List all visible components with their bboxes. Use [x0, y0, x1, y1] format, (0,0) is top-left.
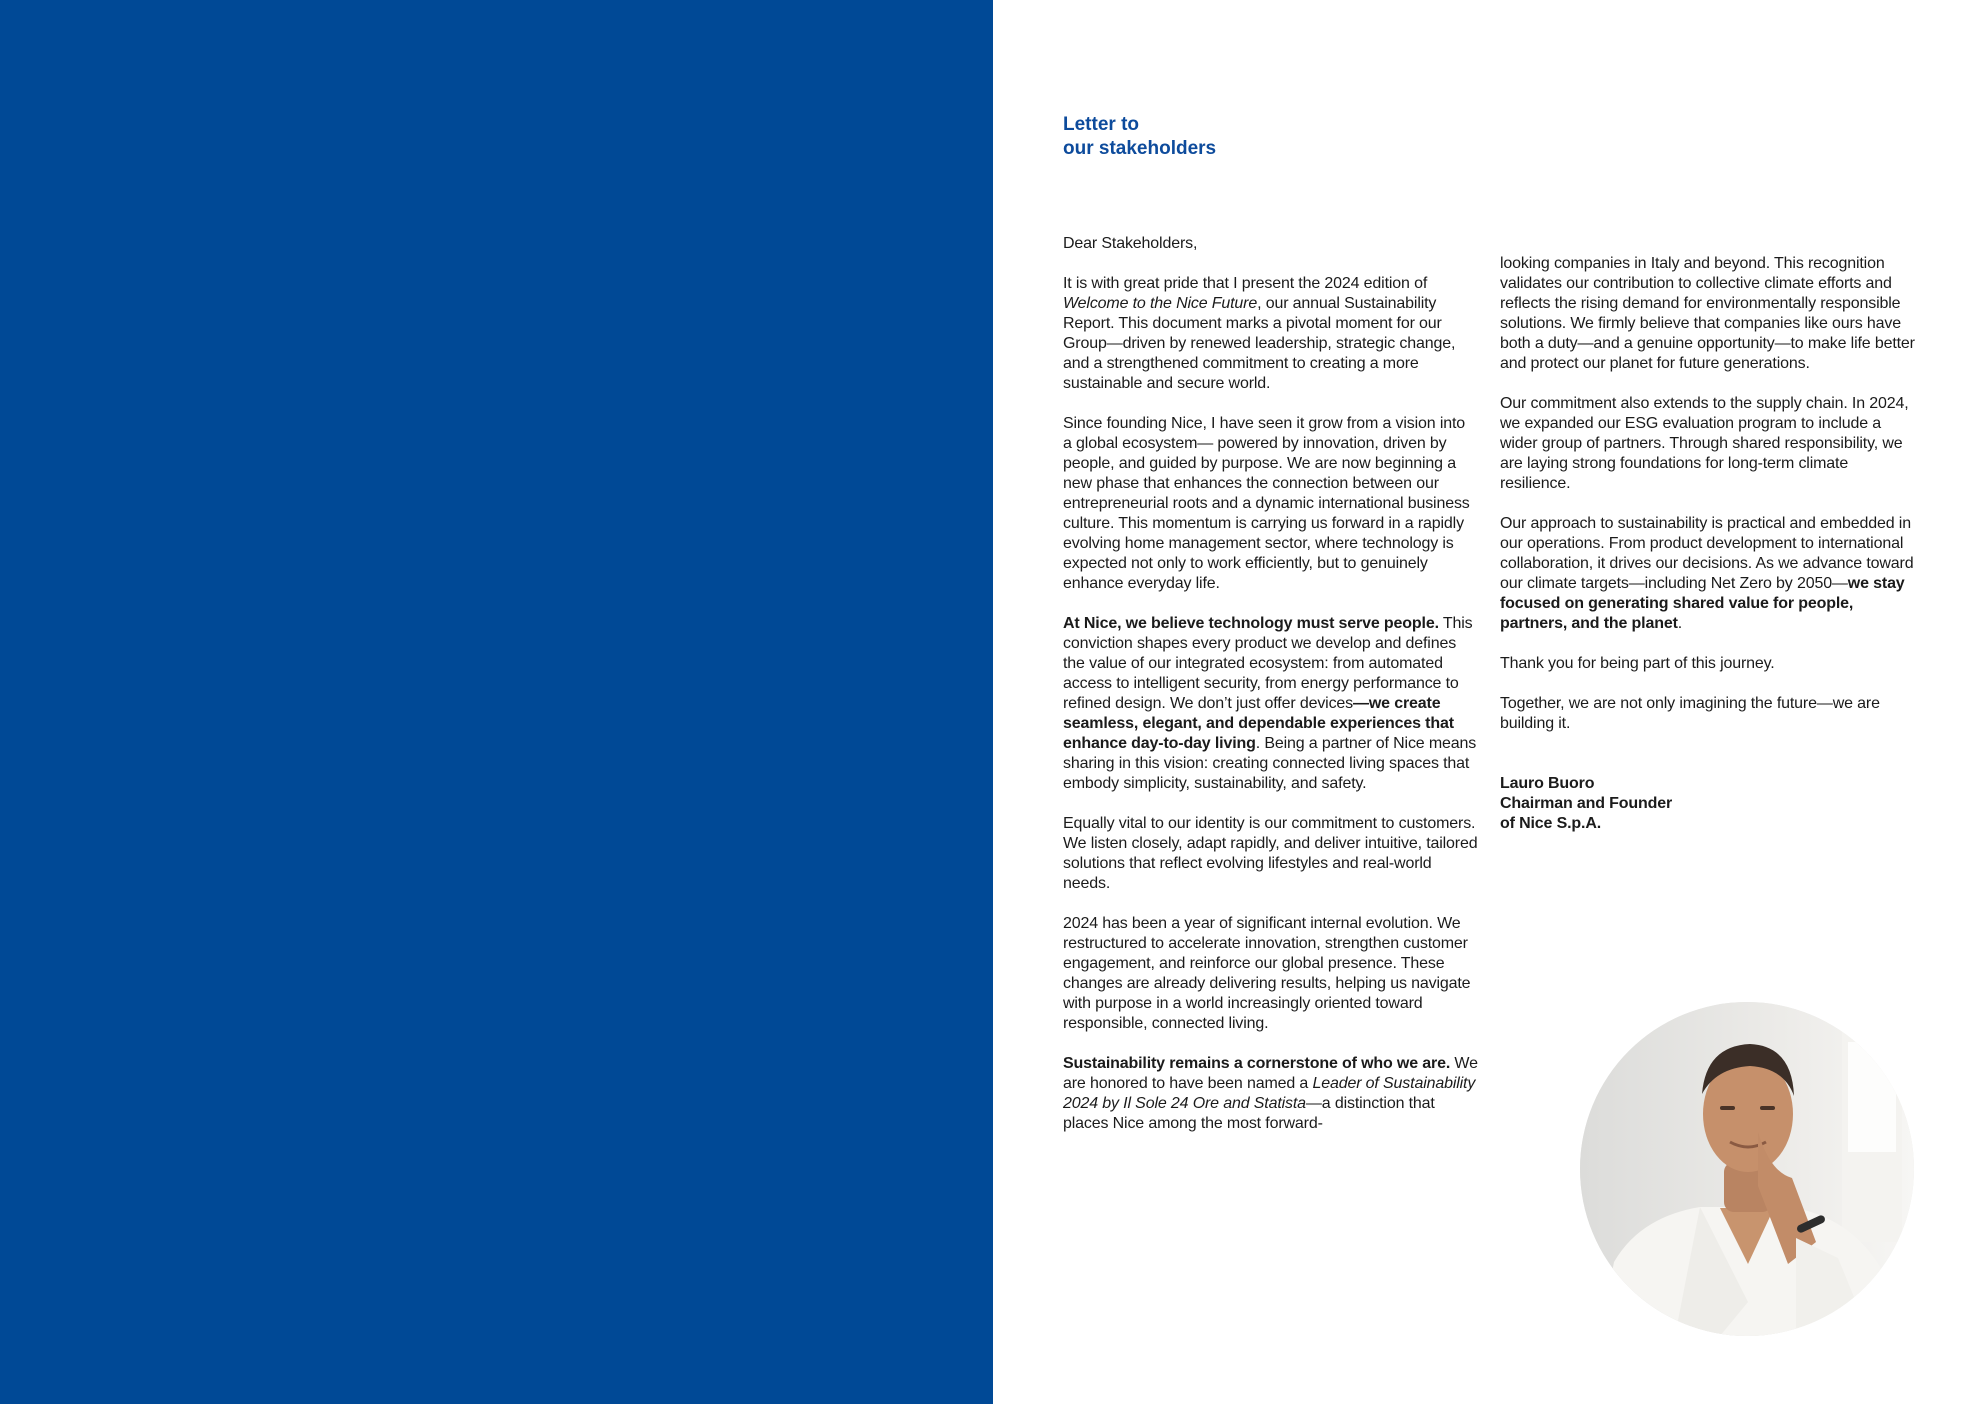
chairman-portrait-photo [1580, 1002, 1914, 1336]
portrait-illustration [1580, 1002, 1914, 1336]
page-title-line-1: Letter to [1063, 114, 1139, 135]
paragraph-sustainability: Sustainability remains a cornerstone of who we are. We are honored to have been named a Leader of Sustainability 2024 by Il Sole 24 Ore and Statista—a distinction that places Nice among the most forward- [1063, 1055, 1478, 1132]
paragraph-approach: Our approach to sustainability is practical and embedded in our operations. From product development to international collaboration, it drives our decisions. As we advance toward our climate targets—including Net Zero by 2050—we stay focused on generating shared value for people, partners, and the planet. [1500, 515, 1914, 632]
paragraph-technology: At Nice, we believe technology must serve people. This conviction shapes every product we develop and defines the value of our integrated ecosystem: from automated access to intelligent security, from energy performance to refined design. We don’t just offer devices—we create seamless, elegant, and dependable experiences that enhance day-to-day living. Being a partner of Nice means sharing in this vision: creating connected living spaces that embody simplicity, sustainability, and safety. [1063, 615, 1477, 792]
signature-block [1500, 774, 1920, 834]
paragraph-recognition: looking companies in Italy and beyond. This recognition validates our contribution to collective climate efforts and reflects the rising demand for environmentally responsible solutions. We firmly believe that companies like ours have both a duty—and a genuine opportunity—to make life better and protect our planet for future generations. [1500, 255, 1915, 372]
page-title [1063, 113, 1216, 161]
award-name: Leader of Sustainability 2024 by Il Sole 24 Ore and Statista [1063, 1075, 1476, 1112]
report-title: Welcome to the Nice Future [1063, 295, 1258, 312]
paragraph-customers: Equally vital to our identity is our commitment to customers. We listen closely, adapt rapidly, and deliver intuitive, tailored solutions that reflect evolving lifestyles and real-world needs. [1063, 815, 1478, 892]
paragraph-intro: It is with great pride that I present the 2024 edition of Welcome to the Nice Future, our annual Sustainability Report. This document marks a pivotal moment for our Group—driven by renewed leadership, strategic change, and a strengthened commitment to creating a more sustainable and secure world. [1063, 275, 1456, 392]
paragraph-founding: Since founding Nice, I have seen it grow from a vision into a global ecosystem— powered by innovation, driven by people, and guided by purpose. We are now beginning a new phase that enhances the connection between our entrepreneurial roots and a dynamic international business culture. This momentum is carrying us forward in a rapidly evolving home management sector, where technology is expected not only to work efficiently, but to genuinely enhance everyday life. [1063, 415, 1470, 592]
signatory-name: Lauro Buoro [1500, 775, 1595, 792]
greeting: Dear Stakeholders, [1063, 235, 1198, 252]
paragraph-evolution: 2024 has been a year of significant internal evolution. We restructured to accelerate innovation, strengthen customer engagement, and reinforce our global presence. These changes are already delivering results, helping us navigate with purpose in a world increasingly oriented toward responsible, connected living. [1063, 915, 1471, 1032]
paragraph-supply-chain: Our commitment also extends to the supply chain. In 2024, we expanded our ESG evaluation program to include a wider group of partners. Through shared responsibility, we are laying strong foundations for long-term climate resilience. [1500, 395, 1909, 492]
highlight-shared-value: we stay focused on generating shared value for people, partners, and the planet [1500, 575, 1905, 632]
signatory-role: Chairman and Founder [1500, 795, 1673, 812]
highlight-experiences: —we create seamless, elegant, and dependable experiences that enhance day-to-day living [1063, 695, 1454, 752]
paragraph-closing: Together, we are not only imagining the future—we are building it. [1500, 695, 1880, 732]
letter-column-left [1063, 234, 1478, 1154]
highlight-sustainability: Sustainability remains a cornerstone of who we are. [1063, 1055, 1451, 1072]
highlight-technology: At Nice, we believe technology must serve people. [1063, 615, 1439, 632]
signatory-company: of Nice S.p.A. [1500, 815, 1602, 832]
letter-column-right [1500, 254, 1920, 834]
paragraph-thanks: Thank you for being part of this journey. [1500, 655, 1775, 672]
page-title-line-2: our stakeholders [1063, 138, 1217, 159]
